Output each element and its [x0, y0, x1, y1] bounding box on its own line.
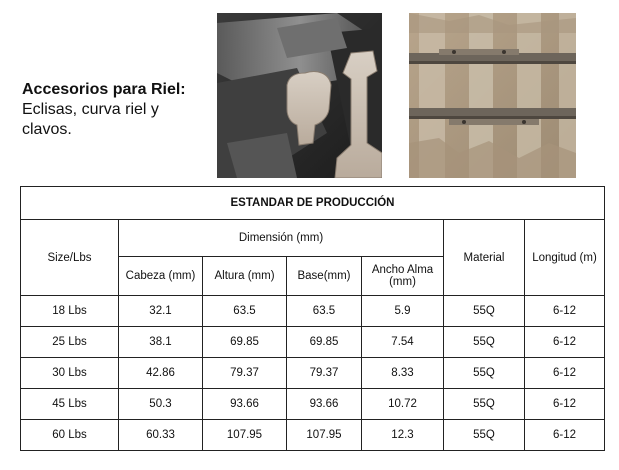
base-cell: 63.5 [287, 296, 362, 327]
altura-cell: 107.95 [203, 420, 287, 451]
rail-profiles-photo [217, 13, 382, 178]
altura-cell: 93.66 [203, 389, 287, 420]
intro-block [22, 80, 212, 140]
altura-cell: 63.5 [203, 296, 287, 327]
length-cell: 6-12 [525, 358, 605, 389]
railway-track-photo [409, 13, 576, 178]
cabeza-cell: 50.3 [119, 389, 203, 420]
length-cell: 6-12 [525, 327, 605, 358]
cabeza-cell: 42.86 [119, 358, 203, 389]
alma-cell: 5.9 [362, 296, 444, 327]
intro-title: Accesorios para Riel: [22, 81, 186, 98]
cabeza-cell: 32.1 [119, 296, 203, 327]
table-row [21, 327, 605, 358]
material-cell: 55Q [444, 420, 525, 451]
cabeza-cell: 38.1 [119, 327, 203, 358]
material-cell: 55Q [444, 296, 525, 327]
size-cell: 60 Lbs [21, 420, 119, 451]
base-cell: 93.66 [287, 389, 362, 420]
table-title: ESTANDAR DE PRODUCCIÓN [21, 187, 605, 220]
base-cell: 107.95 [287, 420, 362, 451]
base-cell: 79.37 [287, 358, 362, 389]
length-header: Longitud (m) [525, 220, 605, 296]
table-row [21, 358, 605, 389]
table-row [21, 389, 605, 420]
length-cell: 6-12 [525, 296, 605, 327]
table-row [21, 420, 605, 451]
cabeza-header: Cabeza (mm) [119, 257, 203, 296]
size-header: Size/Lbs [21, 220, 119, 296]
dimension-header: Dimensión (mm) [119, 220, 444, 257]
size-cell: 18 Lbs [21, 296, 119, 327]
alma-cell: 7.54 [362, 327, 444, 358]
material-cell: 55Q [444, 327, 525, 358]
alma-cell: 10.72 [362, 389, 444, 420]
base-cell: 69.85 [287, 327, 362, 358]
cabeza-cell: 60.33 [119, 420, 203, 451]
altura-cell: 69.85 [203, 327, 287, 358]
material-cell: 55Q [444, 358, 525, 389]
ancho-alma-header: Ancho Alma (mm) [362, 257, 444, 296]
size-cell: 25 Lbs [21, 327, 119, 358]
altura-header: Altura (mm) [203, 257, 287, 296]
size-cell: 45 Lbs [21, 389, 119, 420]
material-cell: 55Q [444, 389, 525, 420]
production-standard-table [20, 186, 605, 451]
alma-cell: 8.33 [362, 358, 444, 389]
alma-cell: 12.3 [362, 420, 444, 451]
base-header: Base(mm) [287, 257, 362, 296]
altura-cell: 79.37 [203, 358, 287, 389]
material-header: Material [444, 220, 525, 296]
intro-subtitle: Eclisas, curva riel y clavos. [22, 101, 159, 138]
table-row [21, 296, 605, 327]
size-cell: 30 Lbs [21, 358, 119, 389]
length-cell: 6-12 [525, 420, 605, 451]
length-cell: 6-12 [525, 389, 605, 420]
